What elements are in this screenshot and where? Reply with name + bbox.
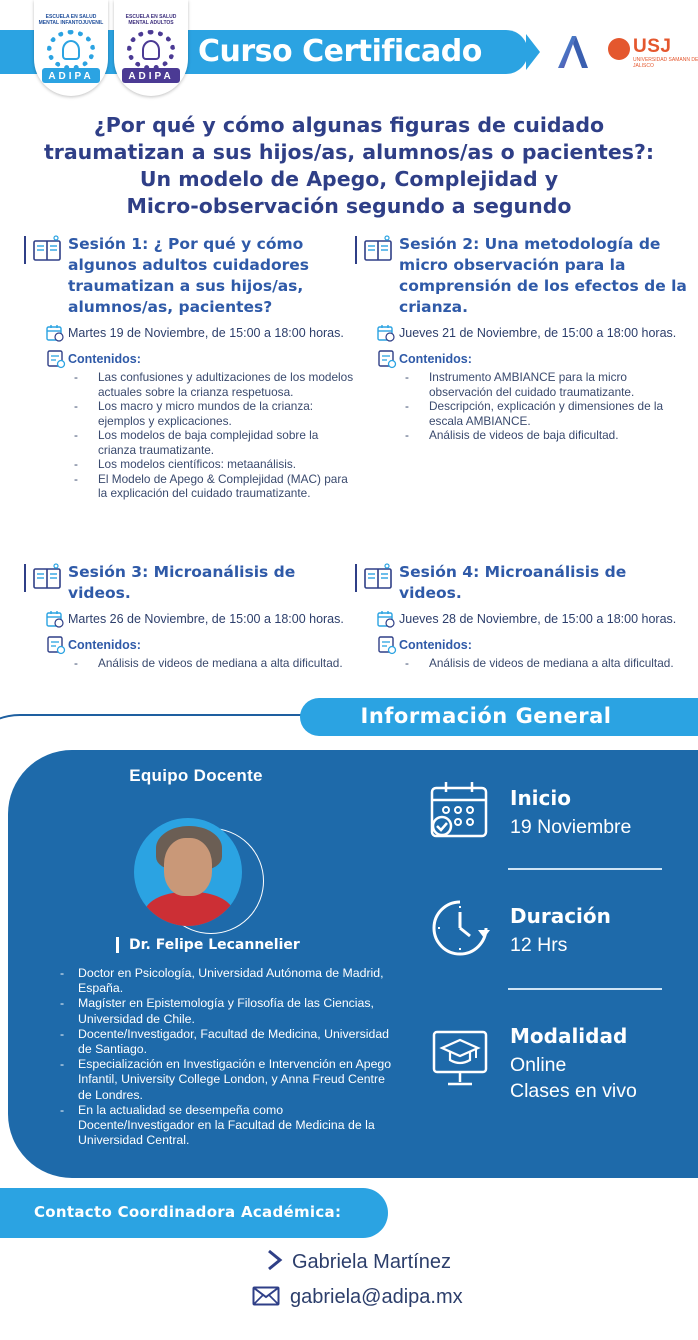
list-item: - Análisis de videos de mediana a alta dificultad. xyxy=(399,656,687,671)
mode-value-live: Clases en vivo xyxy=(510,1080,637,1102)
chevron-right-icon xyxy=(266,1249,284,1271)
mode-label: Modalidad xyxy=(510,1024,628,1048)
course-title-line: Un modelo de Apego, Complejidad y xyxy=(139,167,559,191)
teacher-name: Dr. Felipe Lecannelier xyxy=(116,937,300,953)
session-date xyxy=(355,612,687,626)
session-title: Sesión 1: ¿ Por qué y cómo algunos adultos cuidadores traumatizan a sus hijos/as, alumnos/as, pacientes? xyxy=(68,235,310,316)
teacher-bio-list xyxy=(56,966,396,1148)
book-icon xyxy=(32,234,62,264)
session-4 xyxy=(355,562,687,671)
logo-2-word: ADIPA xyxy=(128,71,174,82)
photo-shirt xyxy=(144,892,234,926)
list-item: - Los modelos científicos: metaanálisis. xyxy=(68,457,356,472)
contents-label xyxy=(355,638,687,652)
list-item: - Las confusiones y adultizaciones de los modelos actuales sobre la crianza respetuosa. xyxy=(68,370,356,399)
course-title-line: ¿Por qué y cómo algunas figuras de cuidado xyxy=(93,113,605,137)
list-item: - Los modelos de baja complejidad sobre la crianza traumatizante. xyxy=(68,428,356,457)
logo-1-caption: ESCUELA EN SALUD MENTAL INFANTOJUVENIL xyxy=(38,14,104,26)
usj-subtitle: UNIVERSIDAD SAMANN DE JALISCO xyxy=(633,57,698,69)
teacher-photo xyxy=(134,818,242,926)
session-header xyxy=(355,562,687,604)
list-item: - Docente/Investigador, Facultad de Medicina, Universidad de Santiago. xyxy=(56,1027,396,1057)
session-2 xyxy=(355,234,687,443)
info-divider xyxy=(508,988,662,990)
info-divider xyxy=(508,868,662,870)
contents-label xyxy=(24,352,356,366)
list-item: - Doctor en Psicología, Universidad Autónoma de Madrid, España. xyxy=(56,966,396,996)
contents-label-text: Contenidos: xyxy=(399,352,472,366)
course-title-line: Micro-observación segundo a segundo xyxy=(126,194,572,218)
session-date xyxy=(24,326,356,340)
list-item: - El Modelo de Apego & Complejidad (MAC) para la explicación del cuidado traumatizante. xyxy=(68,472,356,501)
list-item: - Análisis de videos de mediana a alta dificultad. xyxy=(68,656,356,671)
start-value: 19 Noviembre xyxy=(510,816,632,838)
session-date xyxy=(24,612,356,626)
contact-email[interactable]: gabriela@adipa.mx xyxy=(290,1286,463,1308)
list-item: - Especialización en Investigación e Intervención en Apego Infantil, University College London, y Anna Freud Centre de Londres. xyxy=(56,1057,396,1103)
logo-1-figure xyxy=(62,40,80,60)
session-contents-list xyxy=(355,656,687,671)
logo-2-caption: ESCUELA EN SALUD MENTAL ADULTOS xyxy=(125,14,177,26)
session-title: Sesión 4: Microanálisis de videos. xyxy=(399,563,627,602)
list-item: - En la actualidad se desempeña como Docente/Investigador en la Facultad de Medicina de la Universidad Central. xyxy=(56,1103,396,1149)
book-icon xyxy=(32,562,62,592)
list-item: - Magíster en Epistemología y Filosofía de las Ciencias, Universidad de Chile. xyxy=(56,996,396,1026)
contact-email-row[interactable] xyxy=(252,1286,463,1309)
session-header xyxy=(24,562,356,604)
list-item: - Descripción, explicación y dimensiones de la escala AMBIANCE. xyxy=(399,399,687,428)
session-date-text: Martes 19 de Noviembre, de 15:00 a 18:00 horas. xyxy=(68,326,344,340)
contact-name-row xyxy=(266,1249,451,1274)
course-title-line: traumatizan a sus hijos/as, alumnos/as o pacientes?: xyxy=(43,140,655,164)
adipa-infantojuvenil-logo xyxy=(34,0,108,96)
checklist-icon xyxy=(46,635,66,655)
session-accent-bar xyxy=(355,236,357,264)
calendar-clock-icon xyxy=(377,324,395,342)
session-accent-bar xyxy=(24,564,26,592)
info-title: Información General xyxy=(360,704,612,728)
contents-label xyxy=(24,638,356,652)
session-header xyxy=(355,234,687,318)
usj-seal-icon xyxy=(608,38,630,60)
session-contents-list xyxy=(355,370,687,443)
adipa-adultos-logo xyxy=(114,0,188,96)
checklist-icon xyxy=(377,349,397,369)
session-date-text: Martes 26 de Noviembre, de 15:00 a 18:00 horas. xyxy=(68,612,344,626)
duration-value: 12 Hrs xyxy=(510,934,568,956)
list-item: - Los macro y micro mundos de la crianza: ejemplos y explicaciones. xyxy=(68,399,356,428)
list-item: - Instrumento AMBIANCE para la micro observación del cuidado traumatizante. xyxy=(399,370,687,399)
team-title: Equipo Docente xyxy=(129,766,263,785)
start-label: Inicio xyxy=(510,786,571,810)
book-icon xyxy=(363,234,393,264)
mode-value-online: Online xyxy=(510,1054,567,1076)
clock-icon xyxy=(428,896,492,960)
logo-1-word: ADIPA xyxy=(48,71,94,82)
header-title: Curso Certificado xyxy=(198,34,482,69)
mail-icon xyxy=(252,1286,280,1306)
online-class-icon xyxy=(428,1026,492,1090)
a-brand-logo xyxy=(554,32,590,70)
contents-label-text: Contenidos: xyxy=(68,638,141,652)
checklist-icon xyxy=(377,635,397,655)
duration-label: Duración xyxy=(510,904,611,928)
calendar-clock-icon xyxy=(46,610,64,628)
logo-2-figure xyxy=(142,40,160,60)
calendar-clock-icon xyxy=(377,610,395,628)
contact-name: Gabriela Martínez xyxy=(292,1251,451,1273)
contents-label-text: Contenidos: xyxy=(68,352,141,366)
session-accent-bar xyxy=(355,564,357,592)
session-contents-list xyxy=(24,656,356,671)
list-item: - Análisis de videos de baja dificultad. xyxy=(399,428,687,443)
contents-label xyxy=(355,352,687,366)
book-icon xyxy=(363,562,393,592)
session-header xyxy=(24,234,356,318)
photo-face xyxy=(164,838,212,896)
session-date-text: Jueves 28 de Noviembre, de 15:00 a 18:00 horas. xyxy=(399,612,677,626)
session-accent-bar xyxy=(24,236,26,264)
session-date xyxy=(355,326,687,340)
session-title: Sesión 2: Una metodología de micro observación para la comprensión de los efectos de la crianza. xyxy=(399,235,687,316)
header-chevron xyxy=(526,34,540,70)
calendar-clock-icon xyxy=(46,324,64,342)
session-date-text: Jueves 21 de Noviembre, de 15:00 a 18:00 horas. xyxy=(399,326,677,340)
checklist-icon xyxy=(46,349,66,369)
contents-label-text: Contenidos: xyxy=(399,638,472,652)
session-1 xyxy=(24,234,356,501)
course-title xyxy=(0,112,698,220)
session-title: Sesión 3: Microanálisis de videos. xyxy=(68,563,296,602)
usj-title: USJ xyxy=(633,36,672,57)
session-3 xyxy=(24,562,356,671)
contact-title: Contacto Coordinadora Académica: xyxy=(34,1203,342,1221)
session-contents-list xyxy=(24,370,356,501)
calendar-icon xyxy=(428,778,492,842)
